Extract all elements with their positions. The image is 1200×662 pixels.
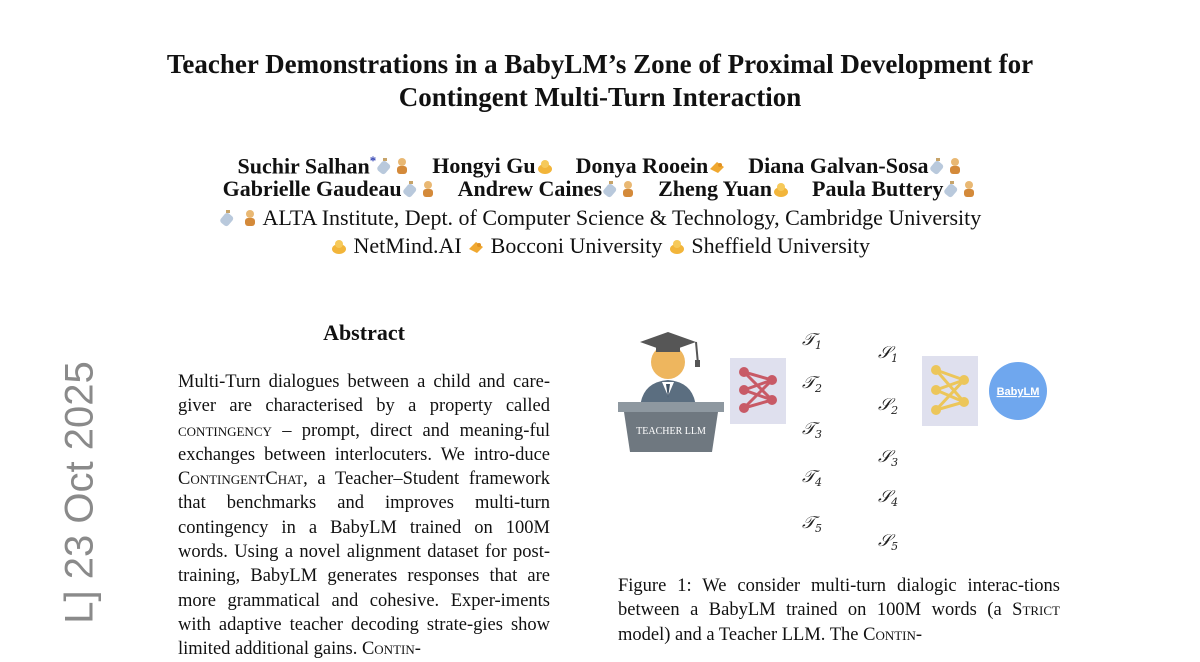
arxiv-stamp: L] 23 Oct 2025 [57, 361, 102, 624]
paper-title [0, 48, 1200, 114]
chick-icon [668, 234, 686, 262]
abstract-term-contingentchat: ContingentChat [178, 469, 304, 490]
caption-term-strict: Strict [1012, 600, 1060, 621]
teacher-turn-5: 𝒯$_5$ [802, 513, 823, 535]
caption-term-contin: Contin- [863, 624, 923, 645]
author-name-text: Suchir Salhan [237, 153, 370, 179]
author-name-text: Zheng Yuan [658, 176, 773, 201]
author-footnote-mark[interactable]: * [369, 153, 377, 168]
baby-icon [420, 177, 436, 205]
affiliation-line-2 [0, 232, 1200, 262]
figure-caption [618, 574, 1060, 647]
author-name [812, 175, 977, 205]
abstract-text-1: Multi-Turn dialogues between a child and care-giver are characterised by a property called [178, 372, 550, 417]
affiliation-cambridge: ALTA Institute, Dept. of Computer Science & Technology, Cambridge University [262, 205, 982, 230]
teacher-network-icon [730, 358, 786, 424]
chick-icon [330, 234, 348, 262]
author-name-text: Donya Rooein [575, 153, 709, 179]
student-turn-4: 𝒮$_4$ [878, 487, 899, 509]
chick-icon [772, 177, 790, 205]
abstract-term-contingency: contingency [178, 420, 272, 441]
bottle-icon [219, 206, 237, 234]
abstract-text-3: , a Teacher–Student framework that benchmarks and improves multi-turn contingency in a BabyLM trained on 100M words. Using a novel alignment dataset for post-training, BabyLM generates responses that are more grammatical and cohesive. Exper-iments with adaptive teacher decoding strate-gies show limited additional gains. [178, 469, 550, 660]
caption-text-2: model) and a Teacher LLM. The [618, 624, 864, 645]
student-turn-1: 𝒮$_1$ [878, 343, 899, 365]
affiliation-sheffield: Sheffield University [691, 233, 870, 258]
figure-1 [612, 320, 1072, 560]
author-name-text: Paula Buttery [812, 176, 944, 201]
title-line-2: Contingent Multi-Turn Interaction [398, 82, 802, 112]
bird-icon [467, 234, 485, 262]
student-turn-5: 𝒮$_5$ [878, 531, 899, 553]
author-name-text: Gabrielle Gaudeau [222, 176, 402, 201]
teacher-label: TEACHER LLM [636, 426, 706, 437]
abstract-body [178, 370, 550, 662]
affiliation-bocconi: Bocconi University [490, 233, 663, 258]
author-name-text: Hongyi Gu [432, 153, 536, 179]
student-network-icon [922, 356, 978, 426]
student-turn-2: 𝒮$_2$ [878, 395, 899, 417]
baby-icon [242, 206, 258, 234]
teacher-turn-3: 𝒯$_3$ [802, 419, 823, 441]
affiliation-line-1 [0, 204, 1200, 234]
babylm-label: BabyLM [996, 386, 1040, 398]
bottle-icon [602, 177, 620, 205]
abstract-text-2: – prompt, direct and meaning-ful exchanges between interlocuters. We intro-duce [178, 420, 550, 465]
affiliation-netmind: NetMind.AI [353, 233, 462, 258]
student-turn-3: 𝒮$_3$ [878, 447, 899, 469]
author-name [658, 175, 790, 205]
author-row-2 [0, 175, 1200, 205]
author-name-text: Andrew Caines [457, 176, 603, 201]
teacher-turn-2: 𝒯$_2$ [802, 373, 823, 395]
abstract-heading: Abstract [323, 320, 405, 345]
baby-icon [961, 177, 977, 205]
caption-text-1: Figure 1: We consider multi-turn dialogic interac-tions between a BabyLM trained on 100M words (a [618, 576, 1060, 621]
teacher-turn-4: 𝒯$_4$ [802, 467, 823, 489]
author-name-text: Diana Galvan-Sosa [748, 153, 929, 179]
bottle-icon [402, 177, 420, 205]
title-line-1: Teacher Demonstrations in a BabyLM’s Zone of Proximal Development for [166, 49, 1034, 79]
baby-icon [620, 177, 636, 205]
author-name [223, 175, 436, 205]
author-name [458, 175, 636, 205]
bottle-icon [943, 177, 961, 205]
teacher-turn-1: 𝒯$_1$ [802, 330, 823, 352]
abstract-term-contin: Contin- [361, 639, 421, 660]
